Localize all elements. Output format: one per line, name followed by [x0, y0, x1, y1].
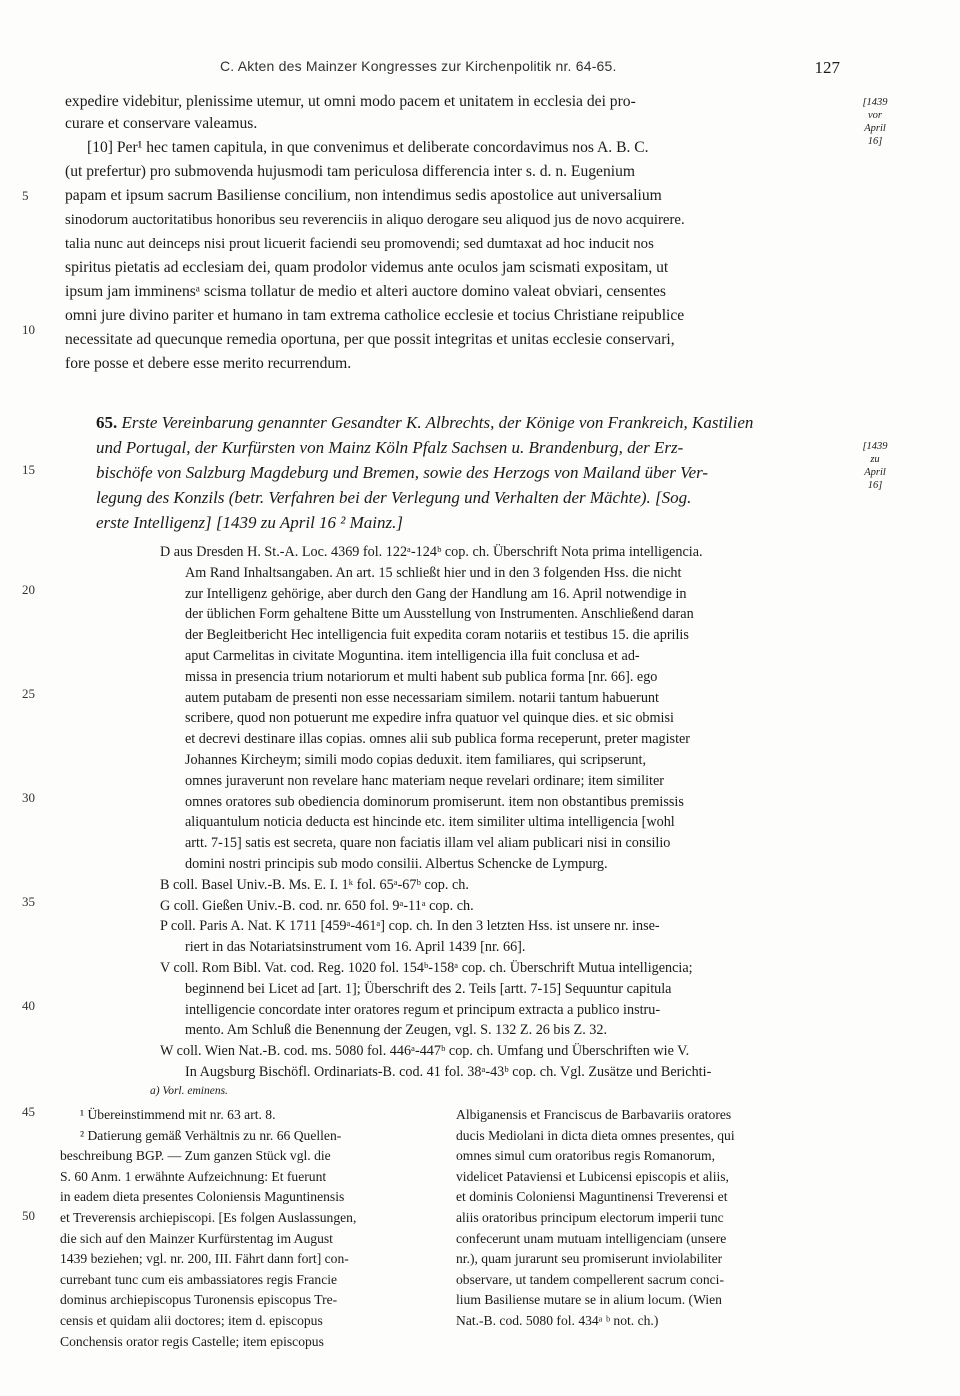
- text-line: ipsum jam imminensᵃ scisma tollatur de medio et alteri auctore domino valeat obviari, censentes: [65, 283, 666, 300]
- footnote-line: in eadem dieta presentes Coloniensis Maguntinensis: [60, 1189, 345, 1205]
- text-line: [10] Per¹ hec tamen capitula, in que convenimus et deliberate concordavimus nos A. B. C.: [87, 139, 649, 156]
- apparatus-line: P coll. Paris A. Nat. K 1711 [459ᵃ-461ᵃ] cop. ch. In den 3 letzten Hss. ist unsere nr. inse-: [160, 918, 660, 935]
- apparatus-line: beginnend bei Licet ad [art. 1]; Überschrift des 2. Teils [artt. 7-15] Sequuntur capitula: [185, 980, 672, 997]
- line-number: 50: [22, 1208, 35, 1223]
- page-number: 127: [814, 58, 840, 77]
- text-line: fore posse et debere esse merito recurrendum.: [65, 355, 352, 372]
- footnote-line: aliis oratoribus principum electorum imperii tunc: [456, 1209, 724, 1225]
- line-number: 5: [22, 188, 29, 203]
- apparatus-line: scribere, quod non potuerunt me expedire infra quatuor vel quinque dies. et sic obmisi: [185, 710, 674, 727]
- line-number: 20: [22, 582, 35, 597]
- text-line: necessitate ad quecunque remedia oportuna, per que possit integritas et unitas ecclesie conservari,: [65, 331, 675, 348]
- text-line: omni jure divino pariter et humano in tam extrema catholice ecclesie et tocius Christiane reipublice: [65, 307, 685, 324]
- apparatus-line: aliquantulum noticia deducta est hincinde etc. item similiter ultima intelligencia [wohl: [185, 814, 675, 831]
- section-number: 65.: [96, 413, 118, 432]
- apparatus-line: V coll. Rom Bibl. Vat. cod. Reg. 1020 fol. 154ᵇ-158ᵃ cop. ch. Überschrift Mutua intelligencia;: [160, 959, 693, 976]
- footnote-line: dominus archiepiscopus Turonensis episcopus Tre-: [60, 1292, 338, 1308]
- margin-note-line: zu: [870, 454, 880, 465]
- apparatus-line: artt. 7-15] satis est secreta, quare non faciatis illam vel aliam publicari nisi in consilio: [185, 835, 671, 852]
- text-line: expedire videbitur, plenissime utemur, ut omni modo pacem et unitatem in ecclesia dei pro-: [65, 93, 636, 110]
- apparatus-line: D aus Dresden H. St.-A. Loc. 4369 fol. 122ᵃ-124ᵇ cop. ch. Überschrift Nota prima intelligencia.: [160, 544, 703, 560]
- text-line: curare et conservare valeamus.: [65, 115, 258, 132]
- footnote-line: videlicet Pataviensi et Lubicensi episcopis et aliis,: [456, 1168, 729, 1184]
- variant-note: a) Vorl. eminens.: [150, 1085, 228, 1097]
- apparatus-line: mento. Am Schluß die Benennung der Zeugen, vgl. S. 132 Z. 26 bis Z. 32.: [185, 1022, 608, 1039]
- apparatus-line: riert in das Notariatsinstrument vom 16. April 1439 [nr. 66].: [185, 939, 526, 956]
- footnote-line: nr.), quam jurarunt seu promiserunt inviolabiliter: [456, 1251, 723, 1267]
- heading-text: Erste Vereinbarung genannter Gesandter K. Albrechts, der Könige von Frankreich, Kastilien: [121, 413, 754, 432]
- apparatus-line: omnes juraverunt non revelare hanc materiam neque revelari ordinare; item similiter: [185, 772, 665, 789]
- margin-note-line: [1439: [862, 97, 888, 108]
- heading-line: legung des Konzils (betr. Verfahren bei der Verlegung und Verhalten der Mächte). [Sog.: [96, 488, 692, 507]
- footnotes-left-column: [60, 1105, 435, 1352]
- apparatus-line: et decrevi destinare illas copias. omnes alii sub publica forma receperunt, preter magister: [185, 731, 691, 748]
- apparatus-line: Am Rand Inhaltsangaben. An art. 15 schließt hier und in den 3 folgenden Hss. die nicht: [185, 564, 682, 581]
- heading-line-1: [96, 410, 836, 435]
- text-line: talia nunc aut deinceps nisi prout licuerit faciendi seu promovendi; sed dumtaxat ad hoc inducit nos: [65, 236, 654, 252]
- section-heading: [96, 410, 836, 535]
- apparatus-line: domini nostri principis sub modo consilii. Albertus Schencke de Lympurg.: [185, 855, 608, 872]
- apparatus-line: der üblichen Form gehaltene Bitte um Ausstellung von Instrumenten. Anschließend daran: [185, 606, 694, 623]
- margin-date-note: [845, 96, 905, 148]
- apparatus-line: der Begleitbericht Hec intelligencia fuit expedita coram notariis et testibus 15. die aprilis: [185, 627, 689, 644]
- text-line: sinodorum auctoritatibus honoribus seu reverenciis in aliquo derogare seu aliquod jus de novo acquirere.: [65, 212, 685, 228]
- margin-note-line: [1439: [862, 441, 888, 452]
- margin-note-line: vor: [868, 110, 882, 121]
- footnote-line: ducis Mediolani in dicta dieta omnes presentes, qui: [456, 1127, 735, 1143]
- footnote-line: S. 60 Anm. 1 erwähnte Aufzeichnung: Et fuerunt: [60, 1168, 327, 1184]
- margin-note-line: 16]: [867, 480, 883, 491]
- heading-line: bischöfe von Salzburg Magdeburg und Bremen, sowie des Herzogs von Mailand über Ver-: [96, 463, 709, 482]
- apparatus-line: In Augsburg Bischöfl. Ordinariats-B. cod. 41 fol. 38ᵃ-43ᵇ cop. ch. Vgl. Zusätze und Berichti-: [185, 1063, 712, 1080]
- footnote-line: et Treverensis archiepiscopi. [Es folgen Auslassungen,: [60, 1209, 357, 1225]
- apparatus-line: autem putabam de presenti non esse necessariam similem. notarii tantum habuerunt: [185, 689, 659, 706]
- line-number: 10: [22, 322, 35, 337]
- apparatus-line: G coll. Gießen Univ.-B. cod. nr. 650 fol. 9ᵃ-11ᵃ cop. ch.: [160, 897, 474, 914]
- text-line: spiritus pietatis ad ecclesiam dei, quam prodolor videmus ante oculos jam scismati expositam, ut: [65, 259, 669, 276]
- apparatus-line: zur Intelligenz gehörige, aber durch den Gang der Handlung am 16. April notwendige in: [185, 585, 687, 602]
- text-line: papam et ipsum sacrum Basiliense concilium, non intendimus sedis apostolice aut universalium: [65, 187, 662, 204]
- line-number: 35: [22, 894, 35, 909]
- footnote-line: lium Basiliense mutare se in alium locum. (Wien: [456, 1292, 722, 1308]
- margin-date-note: [845, 440, 905, 492]
- footnote-line: confecerunt unam mutuam intelligenciam (unsere: [456, 1230, 727, 1246]
- footnote-line: Albiganensis et Franciscus de Barbavariis oratores: [456, 1107, 732, 1122]
- footnote-line: Nat.-B. cod. 5080 fol. 434ᵃ ᵇ not. ch.): [456, 1312, 659, 1328]
- footnote-line: currebant tunc cum eis ambassiatores regis Francie: [60, 1271, 338, 1287]
- footnote-line: beschreibung BGP. — Zum ganzen Stück vgl. die: [60, 1148, 331, 1164]
- footnote-line: ¹ Übereinstimmend mit nr. 63 art. 8.: [80, 1107, 276, 1122]
- intro-text: [65, 90, 835, 376]
- line-number: 15: [22, 462, 35, 477]
- apparatus-line: missa in presencia trium notariorum et multi habent sub publica forma [nr. 66]. ego: [185, 668, 658, 685]
- apparatus-line: omnes oratores sub obediencia dominorum promiserunt. item non obstantibus premissis: [185, 793, 684, 810]
- running-head-title: C. Akten des Mainzer Kongresses zur Kirchenpolitik nr. 64-65.: [220, 58, 617, 74]
- line-number: 25: [22, 686, 35, 701]
- footnote-line: censis et quidam alii doctores; item d. episcopus: [60, 1312, 323, 1328]
- apparatus-line: Johannes Kircheym; simili modo copias deduxit. item familiares, qui scripserunt,: [185, 751, 647, 768]
- heading-line: erste Intelligenz] [1439 zu April 16 ² Mainz.]: [96, 513, 404, 532]
- margin-note-line: April: [864, 467, 886, 478]
- margin-note-line: 16]: [867, 136, 883, 147]
- footnote-line: 1439 beziehen; vgl. nr. 200, III. Fährt dann fort] con-: [60, 1251, 349, 1267]
- line-number: 30: [22, 790, 35, 805]
- footnote-line: ² Datierung gemäß Verhältnis zu nr. 66 Quellen-: [80, 1127, 342, 1143]
- text-line: (ut prefertur) pro submovenda hujusmodi tam periculosa differencia inter s. d. n. Eugenium: [65, 163, 636, 180]
- footnote-line: omnes simul cum oratoribus regis Romanorum,: [456, 1148, 716, 1164]
- apparatus: [160, 542, 840, 1083]
- footnote-line: die sich auf den Mainzer Kurfürstentag im August: [60, 1230, 333, 1246]
- footnote-line: Conchensis orator regis Castelle; item episcopus: [60, 1333, 324, 1349]
- line-number: 45: [22, 1104, 35, 1119]
- apparatus-line: B coll. Basel Univ.-B. Ms. E. I. 1ᵏ fol. 65ᵃ-67ᵇ cop. ch.: [160, 876, 469, 893]
- apparatus-line: W coll. Wien Nat.-B. cod. ms. 5080 fol. 446ᵃ-447ᵇ cop. ch. Umfang und Überschriften wie V.: [160, 1043, 690, 1060]
- footnote-line: observare, ut tandem compellerent sacrum conci-: [456, 1271, 724, 1287]
- footnote-line: et dominis Coloniensi Maguntinensi Treverensi et: [456, 1189, 728, 1205]
- apparatus-line: aput Carmelitas in civitate Moguntina. item intelligencia illa fuit conclusa et ad-: [185, 647, 640, 664]
- margin-note-line: April: [864, 123, 886, 134]
- line-number: 40: [22, 998, 35, 1013]
- apparatus-line: intelligencie concordate inter oratores regum et principum extracta a publico instru-: [185, 1001, 661, 1018]
- heading-line: und Portugal, der Kurfürsten von Mainz Köln Pfalz Sachsen u. Brandenburg, der Erz-: [96, 438, 684, 457]
- footnotes-right-column: [456, 1105, 831, 1332]
